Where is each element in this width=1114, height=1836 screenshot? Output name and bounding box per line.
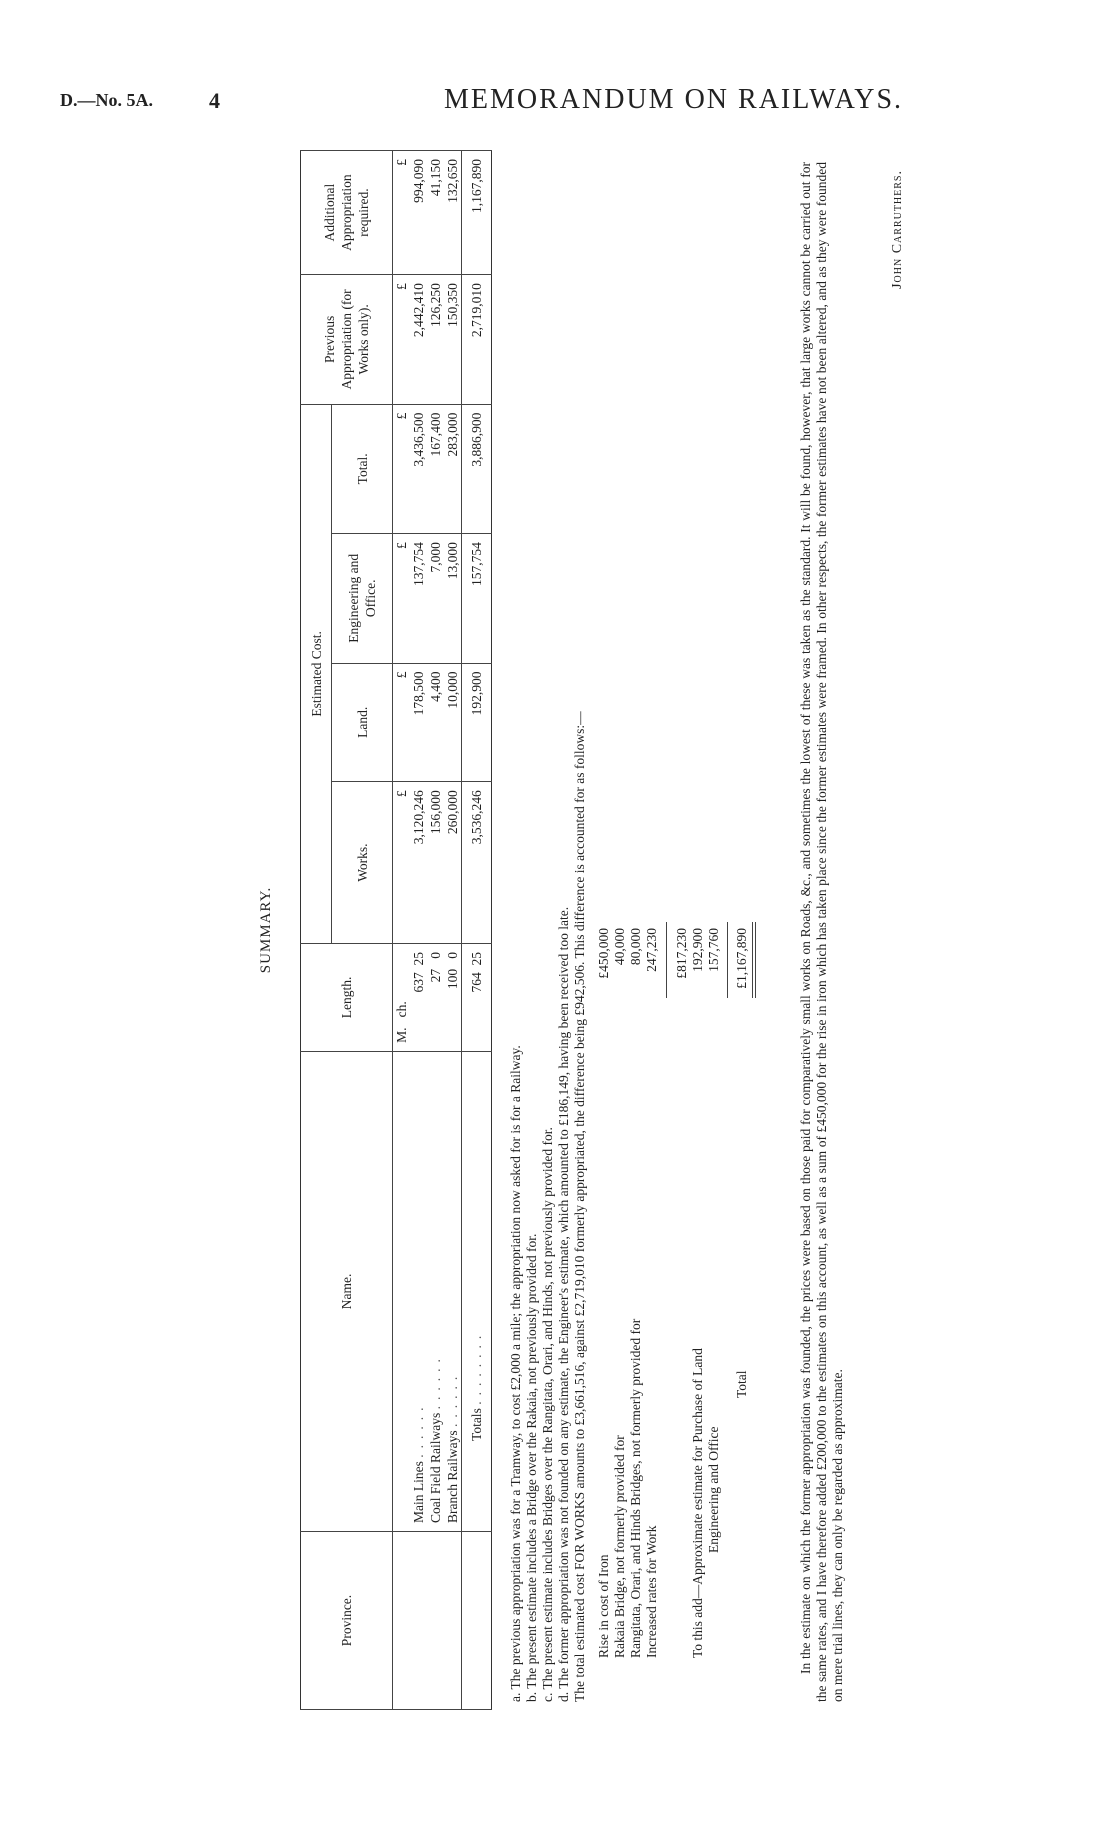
row-additional: 41,150 (427, 151, 444, 275)
row-previous: 126,250 (427, 275, 444, 404)
row-name: Main Lines ...... (410, 1051, 427, 1531)
row-land: 178,500 (410, 663, 427, 782)
row-works: 3,120,246 (410, 782, 427, 944)
row-engineering: 7,000 (427, 534, 444, 663)
row-engineering: 137,754 (410, 534, 427, 663)
engineering-header: Engineering and Office. (332, 534, 393, 663)
divider (752, 922, 753, 998)
totals-total: 3,886,900 (462, 404, 492, 533)
previous-appropriation-header: Previous Appropriation (for Works only). (301, 275, 393, 404)
row-total: 3,436,500 (410, 404, 427, 533)
totals-length: 764 25 (462, 944, 492, 1052)
land-row: To this add—Approximate estimate for Purchase of Land 192,900 (690, 928, 705, 1658)
totals-row (462, 151, 492, 1710)
page-number: 4 (209, 88, 220, 113)
table-row (444, 151, 462, 1710)
table-row (427, 151, 444, 1710)
works-header: Works. (332, 782, 393, 944)
name-header: Name. (301, 1051, 393, 1531)
footnote: a. The previous appropriation was for a Tramway, to cost £2,000 a mile; the appropriation now asked for is for a Railway. (508, 1045, 523, 1702)
totals-land: 192,900 (462, 663, 492, 782)
footnote: c. The present estimate includes Bridges over the Rangitata, Orari, and Hinds, not previously provided for. (540, 1127, 555, 1702)
additional-appropriation-header: Additional Appropriation required. (301, 151, 393, 275)
row-land: 10,000 (444, 663, 462, 782)
row-engineering: 13,000 (444, 534, 462, 663)
footnotes (508, 162, 588, 1702)
pound-unit: £ (393, 275, 411, 404)
subtotal-row: £817,230 (674, 928, 689, 979)
summary-note: The total estimated cost FOR WORKS amounts to £3,661,516, against £2,719,010 formerly appropriated, the difference being £942,506. This difference is accounted for as follows:— (572, 711, 587, 1702)
row-previous: 150,350 (444, 275, 462, 404)
row-works: 260,000 (444, 782, 462, 944)
row-total: 167,400 (427, 404, 444, 533)
row-length: 100 0 (444, 944, 462, 1052)
province-header: Province. (301, 1531, 393, 1709)
page-title: MEMORANDUM ON RAILWAYS. (444, 84, 904, 115)
list-item: Rise in cost of Iron £450,000 (596, 928, 611, 1658)
land-header: Land. (332, 663, 393, 782)
length-units: M. ch. (393, 944, 411, 1052)
footnote: d. The former appropriation was not founded on any estimate, the Engineer's estimate, which amounted to £186,149, having been received too late. (556, 906, 571, 1702)
footnote: b. The present estimate includes a Bridge over the Rakaia, not previously provided for. (524, 1233, 539, 1702)
summary-table (300, 150, 492, 1710)
divider (727, 922, 728, 998)
row-additional: 132,650 (444, 151, 462, 275)
totals-engineering: 157,754 (462, 534, 492, 663)
row-previous: 2,442,410 (410, 275, 427, 404)
explanatory-paragraph: In the estimate on which the former appropriation was founded, the prices were based on those paid for comparatively small works on Roads, &c., and sometimes the lowest of these was taken as the standard. It will be found, however, that large works cannot be carried out for the same rates, and I have therefore added £200,000 to the estimates on this account, as well as a sum of £450,000 for the rise in iron which has taken place since the former estimates were framed. In other respects, the former estimates have not been altered, and as they were founded on mere trial lines, they can only be regarded as approximate. (798, 162, 845, 1702)
list-item: Rangitata, Orari, and Hinds Bridges, not formerly provided for 80,000 (628, 928, 643, 1658)
table-row (410, 151, 427, 1710)
list-item: Increased rates for Work 247,230 (644, 928, 659, 1658)
row-length: 637 25 (410, 944, 427, 1052)
row-land: 4,400 (427, 663, 444, 782)
totals-additional: 1,167,890 (462, 151, 492, 275)
row-length: 27 0 (427, 944, 444, 1052)
pound-unit: £ (393, 404, 411, 533)
totals-label: Totals ........ (462, 1051, 492, 1531)
estimated-cost-header: Estimated Cost. (301, 404, 332, 943)
engineering-row: Engineering and Office 157,760 (706, 928, 721, 1553)
totals-works: 3,536,246 (462, 782, 492, 944)
rotated-page-body (250, 140, 950, 1710)
pound-unit: £ (393, 151, 411, 275)
total-row: Total £1,167,890 (734, 928, 749, 1398)
divider (666, 922, 667, 998)
signature: John Carruthers. (890, 170, 905, 289)
total-header: Total. (332, 404, 393, 533)
row-name: Coal Field Railways ...... (427, 1051, 444, 1531)
row-name: Branch Railways ...... (444, 1051, 462, 1531)
divider (755, 922, 756, 998)
pound-unit: £ (393, 663, 411, 782)
row-total: 283,000 (444, 404, 462, 533)
totals-previous: 2,719,010 (462, 275, 492, 404)
summary-title: SUMMARY. (258, 886, 274, 974)
row-additional: 994,090 (410, 151, 427, 275)
pound-unit: £ (393, 534, 411, 663)
difference-breakdown (596, 758, 758, 1658)
pound-unit: £ (393, 782, 411, 944)
page-header (44, 84, 1074, 120)
length-header: Length. (301, 944, 393, 1052)
list-item: Rakaia Bridge, not formerly provided for 40,000 (612, 928, 627, 1658)
document-reference: D.—No. 5A. (60, 90, 153, 110)
row-works: 156,000 (427, 782, 444, 944)
